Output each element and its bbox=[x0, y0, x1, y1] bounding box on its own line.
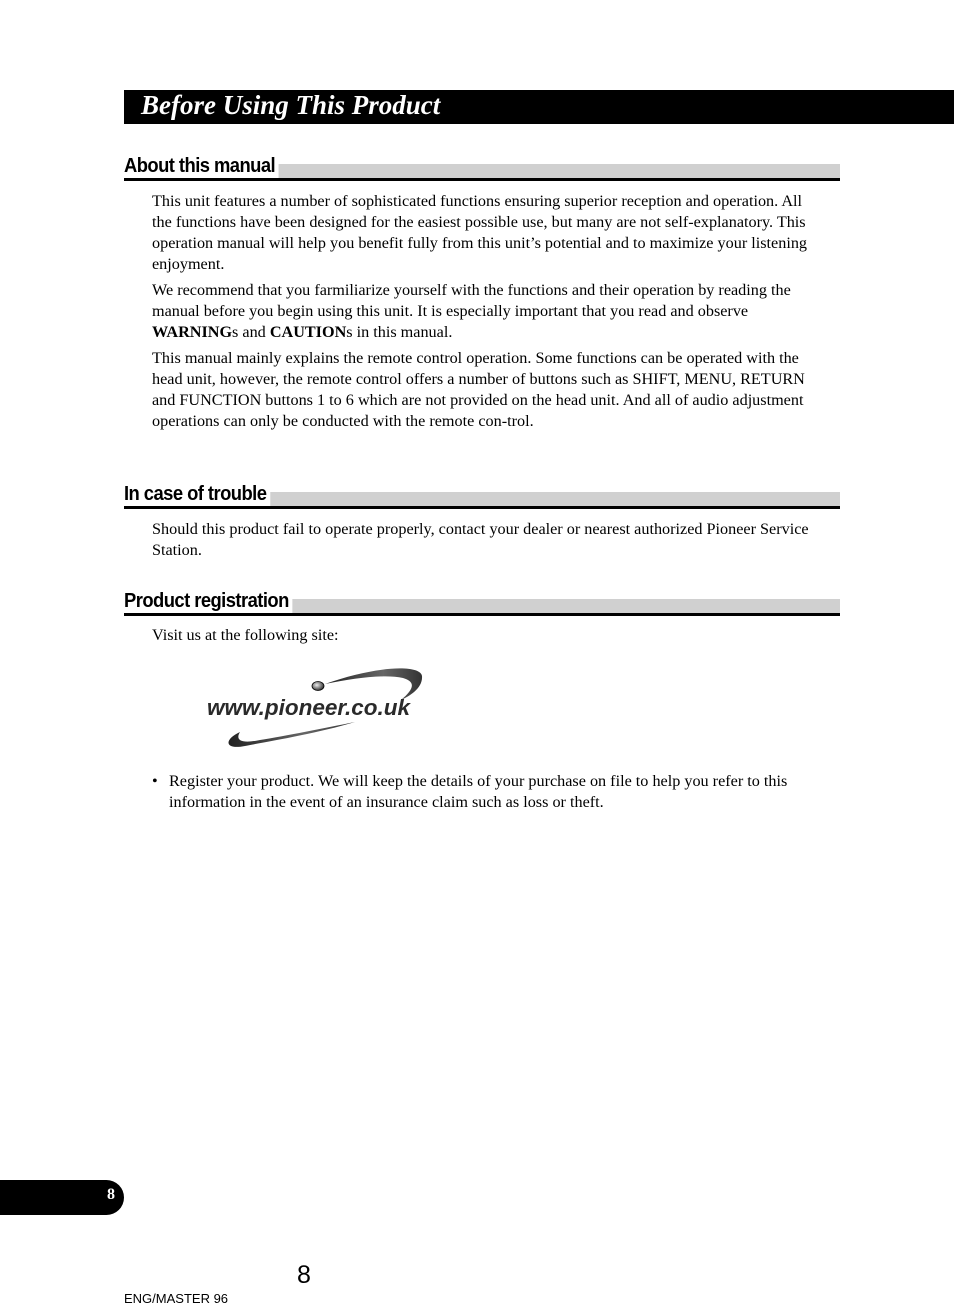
section-product-registration bbox=[124, 590, 840, 651]
section-about-manual bbox=[124, 155, 840, 437]
heading-rule bbox=[124, 178, 840, 181]
paragraph: Visit us at the following site: bbox=[152, 626, 339, 644]
caution-term: CAUTION bbox=[269, 323, 347, 341]
page-title: Before Using This Product bbox=[141, 90, 441, 120]
heading-rule bbox=[124, 506, 840, 509]
paragraph: This manual mainly explains the remote control operation. Some functions can be operated with the head unit, however, the remote control offers a number of buttons such as SHIFT, MENU, RETURN and FUNCTION buttons 1 to 6 which are not provided on the head unit. And all of audio adjustment operations can only be conducted with the remote con-trol. bbox=[152, 349, 805, 430]
bullet-text: Register your product. We will keep the details of your purchase on file to help you refer to this information in the event of an insurance claim such as loss or theft. bbox=[169, 772, 788, 811]
heading-rule bbox=[124, 613, 840, 616]
logo-text: www.pioneer.co.uk bbox=[207, 695, 410, 720]
section-heading: About this manual bbox=[124, 154, 279, 178]
section-heading-bar bbox=[124, 483, 840, 512]
section-heading-bar bbox=[124, 155, 840, 184]
pioneer-website-logo[interactable] bbox=[205, 664, 445, 754]
logo-swoosh-bottom bbox=[229, 722, 355, 747]
footer-code: ENG/MASTER 96 bbox=[124, 1291, 229, 1306]
paragraph: This unit features a number of sophisticated functions ensuring superior reception and operation. All the functions have been designed for the easiest possible use, but many are not self-explanatory. This operation manual will help you benefit fully from this unit’s potential and to maximize your listening enjoyment. bbox=[152, 192, 808, 273]
logo-ball bbox=[312, 682, 324, 691]
paragraph bbox=[152, 280, 816, 343]
text-run: s and bbox=[232, 323, 270, 341]
section-body bbox=[152, 625, 816, 646]
paragraph: Should this product fail to operate properly, contact your dealer or nearest authorized Pioneer Service Station. bbox=[152, 520, 809, 559]
warning-term: WARNING bbox=[152, 323, 233, 341]
bullet-marker: • bbox=[152, 772, 158, 790]
section-in-case-of-trouble bbox=[124, 483, 840, 566]
section-heading: In case of trouble bbox=[124, 482, 270, 506]
page-tab bbox=[0, 1180, 124, 1215]
registration-bullet bbox=[152, 771, 818, 813]
section-heading: Product registration bbox=[124, 589, 292, 613]
section-heading-bar bbox=[124, 590, 840, 619]
section-body bbox=[152, 191, 816, 432]
footer-page-number: 8 bbox=[297, 1261, 311, 1289]
text-run: We recommend that you farmiliarize yourself with the functions and their operation by reading the manual before you begin using this unit. It is especially important that you read and observe bbox=[152, 281, 791, 320]
section-body bbox=[152, 519, 816, 561]
page-tab-number: 8 bbox=[107, 1186, 115, 1203]
page-title-bar bbox=[124, 90, 954, 124]
text-run: s in this manual. bbox=[346, 323, 453, 341]
